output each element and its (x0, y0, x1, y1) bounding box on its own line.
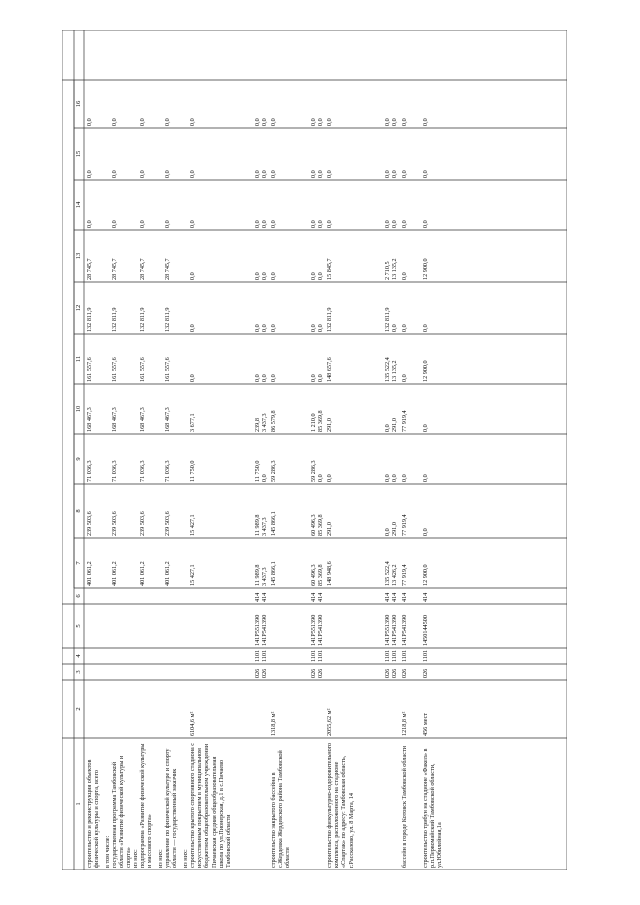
table-cell: 0,0 (86, 170, 93, 178)
table-cell: 1101 (422, 649, 429, 662)
table-cell: 0,0 0,0 (310, 374, 325, 382)
table-cell: 239 503,6 (111, 511, 118, 536)
table-cell: 28 745,7 (139, 258, 146, 280)
table-cell: 59 286,3 (270, 460, 277, 482)
table-cell: 0,0 0,0 (254, 220, 269, 228)
table-cell: 0,0 0,0 (310, 324, 325, 332)
table-cell: 0,0 (422, 474, 429, 482)
table-cell: 141P541390 (401, 614, 408, 646)
table-cell: 161 557,6 (139, 357, 146, 382)
table-cell: 0,0 (86, 118, 93, 126)
table-cell: 71 036,3 (86, 460, 93, 482)
table-cell: 414 414 (384, 592, 399, 602)
table-cell: 0,0 0,0 (254, 118, 269, 126)
table-cell: 0,0 (422, 324, 429, 332)
table-cell: 414 414 (310, 592, 325, 602)
table-cell: 0,0 (422, 220, 429, 228)
table-cell: 71 036,3 (164, 460, 171, 482)
table-cell: 414 414 (254, 592, 269, 602)
table-cell: 141P551390 141P541390 (254, 614, 269, 646)
table-cell: 132 811,9 0,0 (384, 307, 399, 332)
column-number: 14 (75, 201, 82, 209)
table-cell: 168 467,3 (86, 407, 93, 432)
table-cell: 15 845,7 (326, 258, 333, 280)
table-cell: 12 900,0 (422, 360, 429, 382)
column-number: 3 (75, 670, 82, 674)
table-cell: 1450144500 (422, 615, 429, 646)
table-cell: 0,0 (270, 170, 277, 178)
table-cell: 0,0 0,0 (384, 474, 399, 482)
rotated-table (62, 30, 567, 870)
table-cell: 0,0 (422, 424, 429, 432)
table-cell: 239,8 3 437,3 (254, 413, 269, 432)
table-cell: 71 036,3 (111, 460, 118, 482)
table-cell: 401 061,2 (139, 561, 146, 586)
table-cell: 135 522,4 13 135,2 (384, 357, 399, 382)
column-number: 9 (75, 457, 82, 461)
column-number: 8 (75, 509, 82, 513)
table-cell: 161 557,6 (164, 357, 171, 382)
table-cell: 11 750,0 (189, 460, 196, 482)
table-cell: 0,0 (270, 374, 277, 382)
table-cell: 148 948,6 (326, 561, 333, 586)
column-number: 5 (75, 624, 82, 628)
row-description: бассейн в городе Котовск Тамбовской области (401, 746, 408, 868)
table-cell: 0,0 (270, 324, 277, 332)
table-cell: 239 503,6 (139, 511, 146, 536)
table-cell: 161 557,6 (86, 357, 93, 382)
table-cell: 0,0 0,0 (254, 170, 269, 178)
table-cell: 0,0 291,0 (384, 522, 399, 536)
table-cell: 28 745,7 (111, 258, 118, 280)
table-cell: 0,0 (401, 170, 408, 178)
table-cell: 145 866,1 (270, 511, 277, 536)
table-cell: 026 (401, 668, 408, 678)
table-cell: 148 657,6 (326, 357, 333, 382)
table-cell: 3 677,1 (189, 413, 196, 432)
table-cell: 0,0 (164, 170, 171, 178)
table-cell: 132 811,9 (164, 307, 171, 332)
table-cell: 026 026 (310, 668, 325, 678)
row-description: государственная программа Тамбовской области «Развитие физической культуры и спорта» (111, 755, 133, 868)
column-number: 1 (75, 802, 82, 806)
table-cell: 141P551390 141P541390 (310, 614, 325, 646)
table-cell: 239 503,6 (164, 511, 171, 536)
column-number: 16 (75, 100, 82, 108)
table-cell: 0,0 291,0 (384, 418, 399, 432)
table-cell: 0,0 (139, 118, 146, 126)
table-cell: 1218,8 м² (401, 711, 408, 736)
table-cell: 12 900,0 (422, 564, 429, 586)
row-description: в том числе: (104, 835, 111, 868)
table-cell: 401 061,2 (111, 561, 118, 586)
table-cell: 026 026 (384, 668, 399, 678)
table-cell: 1101 (401, 649, 408, 662)
table-cell: 132 811,9 (139, 307, 146, 332)
table-cell: 0,0 0,0 (310, 170, 325, 178)
table-cell: 0,0 (270, 220, 277, 228)
table-cell: 0,0 0,0 (384, 170, 399, 178)
table-cell: 0,0 (189, 374, 196, 382)
table-cell: 0,0 0,0 (384, 118, 399, 126)
table-cell: 1 210,0 85 369,8 (310, 410, 325, 432)
table-cell: 77 919,4 (401, 410, 408, 432)
table-cell: 0,0 (111, 220, 118, 228)
table-cell: 1101 1101 (254, 649, 269, 662)
table-cell: 0,0 (401, 474, 408, 482)
table-cell: 0,0 (86, 220, 93, 228)
table-cell: 60 496,3 85 369,8 (310, 514, 325, 536)
row-description: из них: (182, 849, 189, 868)
table-cell: 0,0 (401, 324, 408, 332)
table-cell: 145 866,1 (270, 561, 277, 586)
column-number: 10 (75, 405, 82, 413)
table-cell: 239 503,6 (86, 511, 93, 536)
table-cell: 132 811,9 (86, 307, 93, 332)
row-description: строительство и реконструкция объектов физической культуры и спорта, всего (86, 759, 101, 868)
table-cell: 0,0 0,0 (254, 272, 269, 280)
table-cell: 026 (422, 668, 429, 678)
table-cell: 77 919,4 (401, 514, 408, 536)
column-number: 7 (75, 561, 82, 565)
table-cell: 026 026 (254, 668, 269, 678)
table-cell: 28 745,7 (164, 258, 171, 280)
table-cell: 86 579,8 (270, 410, 277, 432)
table-cell: 0,0 0,0 (310, 118, 325, 126)
table-cell: 0,0 (401, 272, 408, 280)
table-cell: 414 (422, 592, 429, 602)
table-cell: 60 496,3 85 369,8 (310, 564, 325, 586)
table-cell: 0,0 (189, 118, 196, 126)
table-cell: 0,0 (401, 220, 408, 228)
column-number: 15 (75, 150, 82, 158)
table-cell: 6104,6 м² (189, 711, 196, 736)
column-number: 2 (75, 707, 82, 711)
table-cell: 11 989,8 3 437,3 (254, 514, 269, 536)
table-cell: 0,0 (189, 220, 196, 228)
row-description: подпрограмма «Развитие физической культуры и массового спорта» (139, 743, 154, 868)
row-description: строительство трибун на стадионе «Факел» в р.п.Первомайский Тамбовской области, ул.Юбилейная,1а (422, 748, 444, 868)
table-cell: 141P551390 141P541390 (384, 614, 399, 646)
table-cell: 401 061,2 (86, 561, 93, 586)
table-cell: 0,0 (139, 220, 146, 228)
table-cell: 291,0 (326, 418, 333, 432)
table-cell: 0,0 (270, 272, 277, 280)
table-cell: 291,0 (326, 522, 333, 536)
row-description: строительство крытого спортивного стадиона с искусственным покрытием в муниципальном бюджетном общеобразовательном учреждении Пичаевская средняя общеобразовательная школа по ул.Пионерская, д.1 в с.Пичаево Тамбовской области (189, 742, 233, 868)
table-cell: 12 900,0 (422, 258, 429, 280)
table-cell: 59 286,3 0,0 (310, 460, 325, 482)
table-cell: 2 710,5 13 135,2 (384, 258, 399, 280)
table-cell: 132 811,9 (111, 307, 118, 332)
table-cell: 15 427,1 (189, 514, 196, 536)
table-cell: 0,0 (164, 220, 171, 228)
table-cell: 28 745,7 (86, 258, 93, 280)
table-cell: 0,0 0,0 (254, 374, 269, 382)
table-cell: 0,0 (326, 170, 333, 178)
row-description: управление по физической культуре и спорту области — государственный заказчик (164, 748, 179, 868)
table-cell: 2055,62 м² (326, 708, 333, 736)
table-cell: 11 989,8 3 437,3 (254, 564, 269, 586)
table-cell: 0,0 0,0 (310, 220, 325, 228)
table-cell: 0,0 (189, 170, 196, 178)
table-cell: 414 (401, 592, 408, 602)
table-cell: 0,0 (401, 374, 408, 382)
table-cell: 0,0 (326, 220, 333, 228)
table-cell: 0,0 (189, 272, 196, 280)
table-cell: 0,0 (139, 170, 146, 178)
row-description: строительство закрытого бассейна в с.Жердевка Жердевского района Тамбовской области (270, 750, 292, 868)
table-cell: 71 036,3 (139, 460, 146, 482)
table-cell: 0,0 (270, 118, 277, 126)
table-cell: 0,0 (422, 170, 429, 178)
row-description: из них: (132, 849, 139, 868)
column-number: 13 (75, 252, 82, 260)
table-cell: 11 750,0 0,0 (254, 460, 269, 482)
table-cell: 0,0 (422, 528, 429, 536)
table-cell: 168 467,3 (164, 407, 171, 432)
table-cell: 456 мест (422, 712, 429, 736)
table-cell: 0,0 (422, 118, 429, 126)
row-description: строительство физкультурно-оздоровительного комплекса, расположенного на стадионе «Спартак» по адресу: Тамбовская область, г.Рассказово, ул. 8 Марта, 14 (326, 742, 355, 868)
table-cell: 401 061,2 (164, 561, 171, 586)
table-cell: 168 467,3 (111, 407, 118, 432)
table-cell: 168 467,3 (139, 407, 146, 432)
table-cell: 1101 1101 (384, 649, 399, 662)
table-cell: 0,0 (326, 118, 333, 126)
table-cell: 0,0 (111, 118, 118, 126)
table-cell: 0,0 (401, 118, 408, 126)
table-cell: 0,0 0,0 (384, 220, 399, 228)
table-cell: 0,0 0,0 (310, 272, 325, 280)
table-cell: 132 811,9 (326, 307, 333, 332)
table-cell: 77 919,4 (401, 564, 408, 586)
column-number: 4 (75, 654, 82, 658)
column-number: 11 (75, 355, 82, 363)
table-cell: 0,0 0,0 (254, 324, 269, 332)
table-cell: 1101 1101 (310, 649, 325, 662)
table-cell: 0,0 (189, 324, 196, 332)
row-description: из них: (157, 849, 164, 868)
table-cell: 0,0 (111, 170, 118, 178)
table-cell: 135 522,4 13 426,2 (384, 561, 399, 586)
table-cell: 15 427,1 (189, 564, 196, 586)
table-cell: 161 557,6 (111, 357, 118, 382)
column-number: 12 (75, 304, 82, 312)
table-cell: 0,0 (326, 474, 333, 482)
column-number: 6 (75, 594, 82, 598)
table-cell: 1318,8 м² (270, 711, 277, 736)
table-cell: 0,0 (164, 118, 171, 126)
